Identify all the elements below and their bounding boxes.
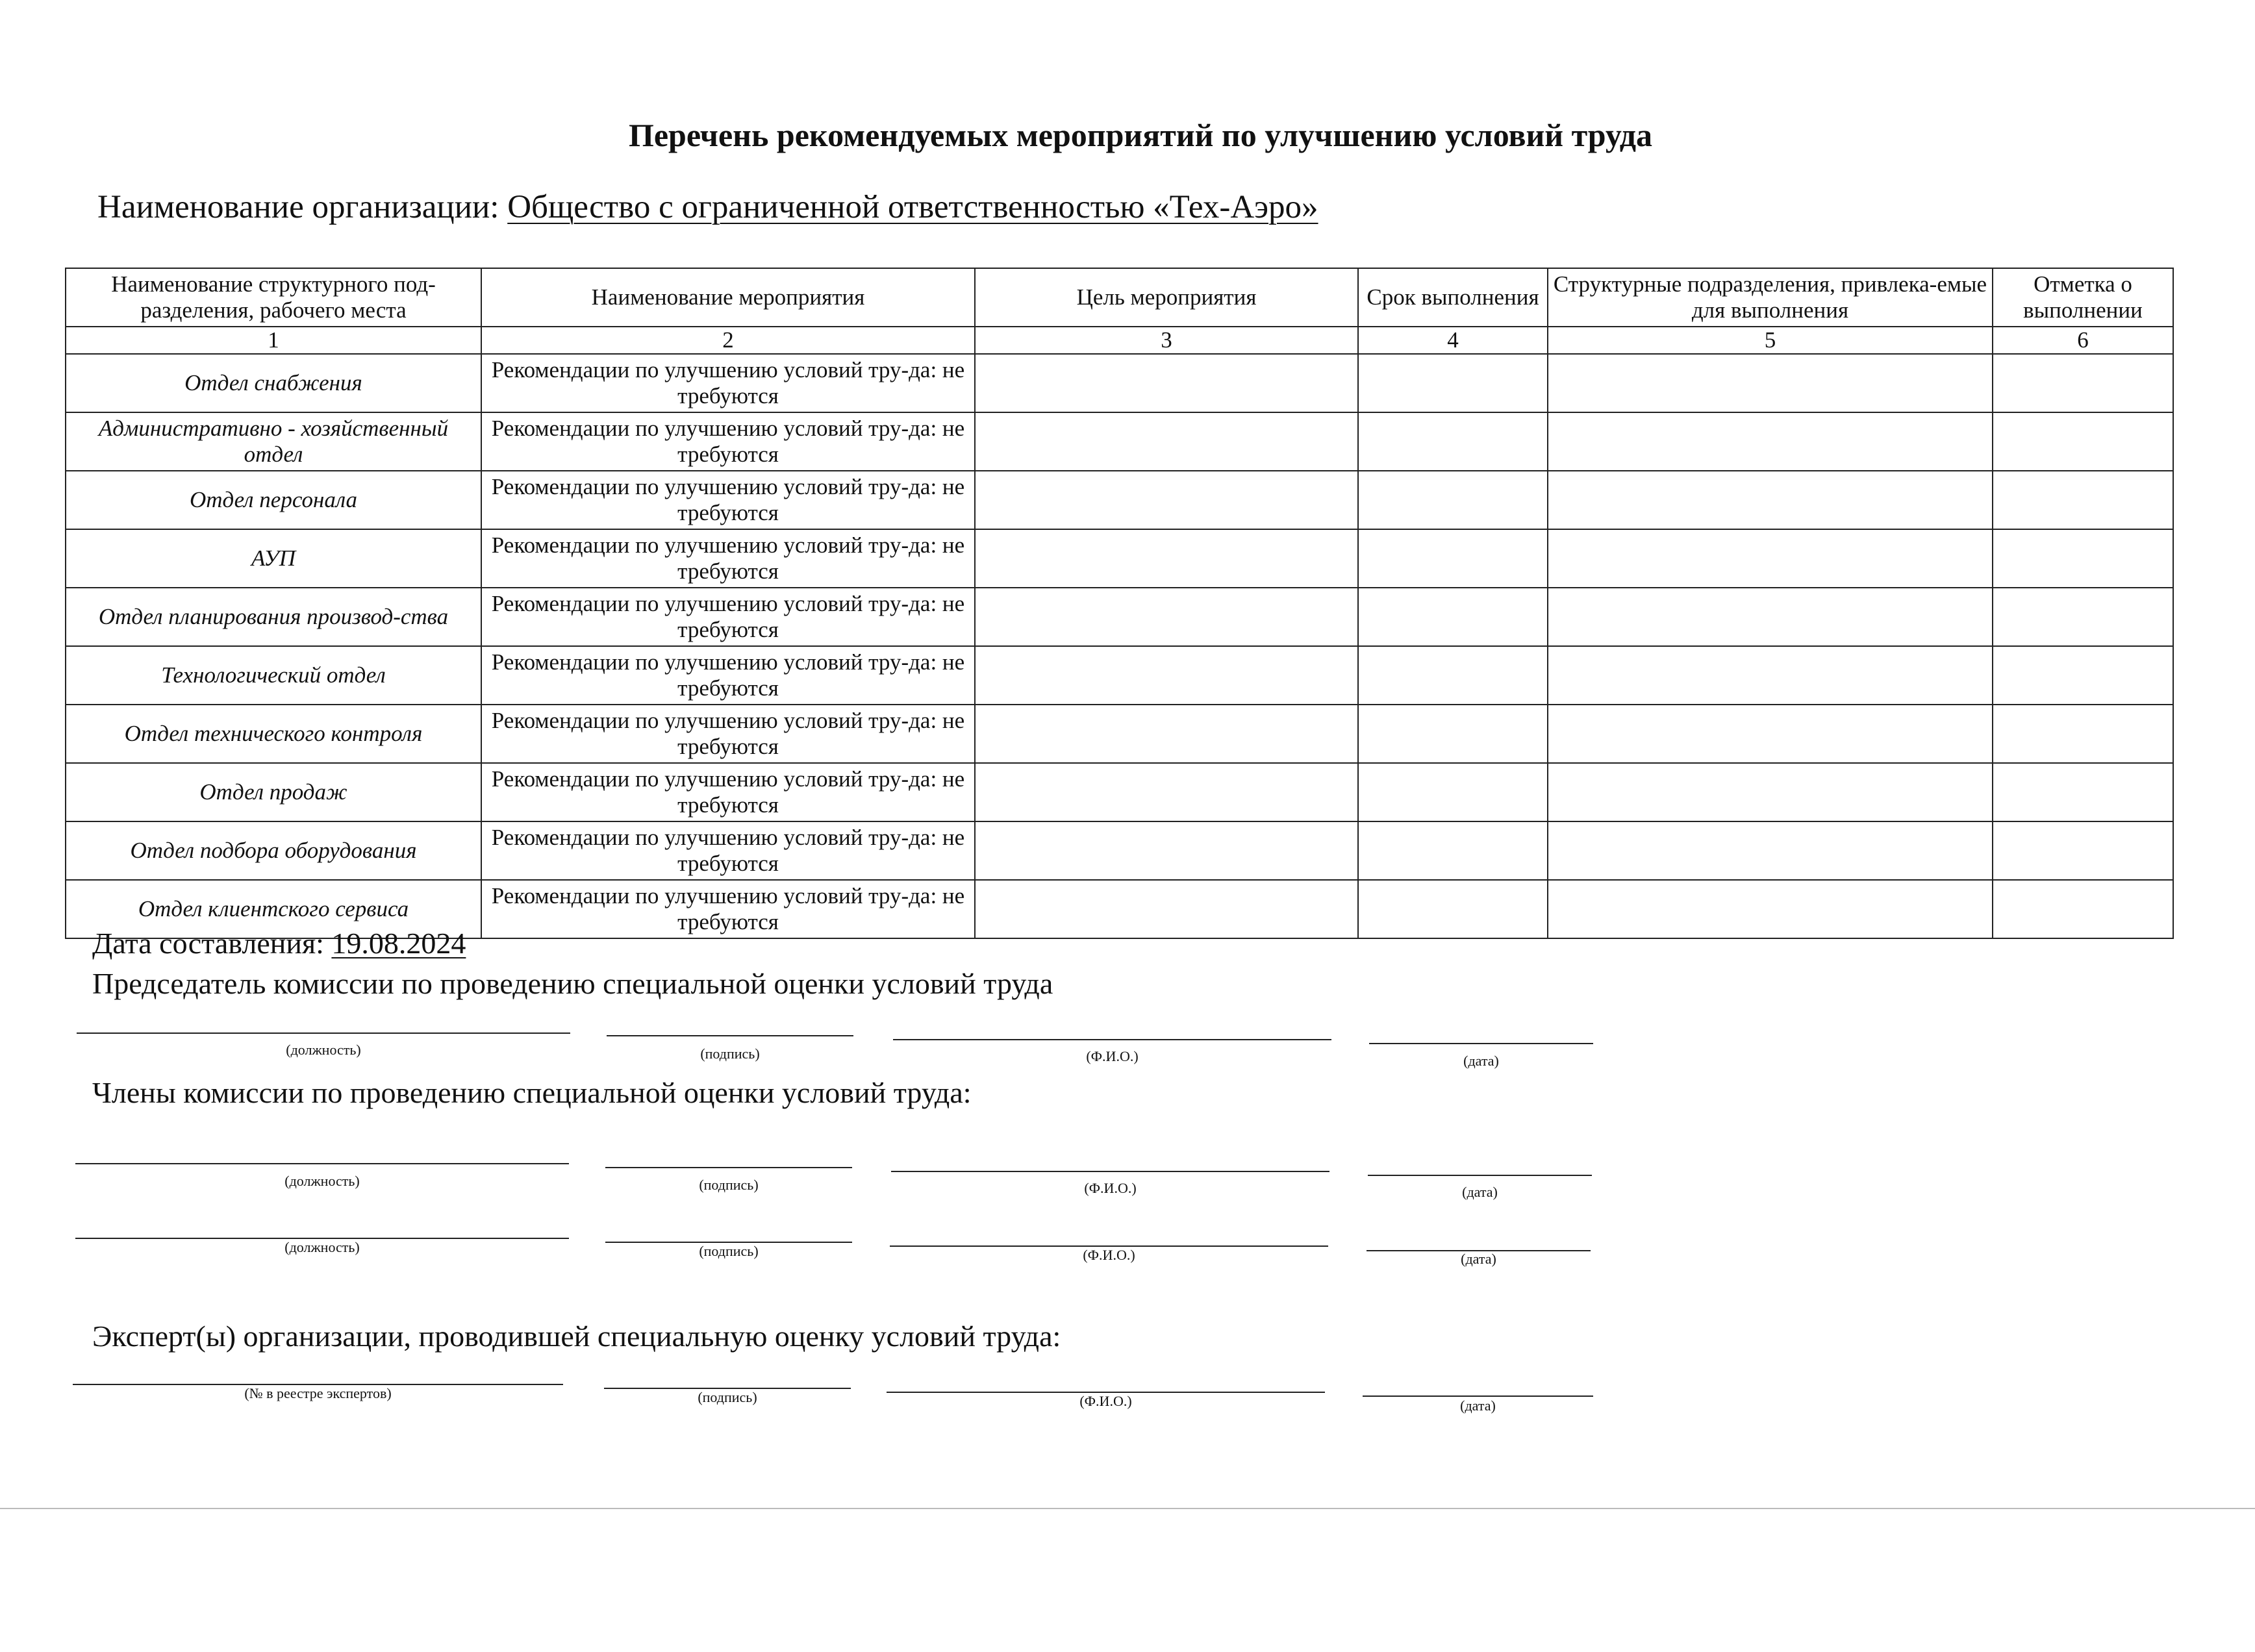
completion-mark-cell	[1993, 588, 2173, 646]
member1-date-line	[1368, 1175, 1592, 1176]
deadline-cell	[1358, 880, 1548, 938]
table-row	[66, 529, 2173, 588]
table-header-row	[66, 268, 2173, 327]
chairman-date-caption: (дата)	[1463, 1053, 1499, 1069]
goal-cell	[975, 646, 1358, 705]
member1-signature-line	[605, 1167, 852, 1168]
organization-name: Общество с ограниченной ответственностью «Тех-Аэро»	[507, 189, 1318, 225]
chairman-date-line	[1369, 1043, 1593, 1044]
deadline-cell	[1358, 705, 1548, 763]
table-row	[66, 588, 2173, 646]
department-cell: Административно - хозяйственный отдел	[66, 412, 481, 471]
expert-registry-caption: (№ в реестре экспертов)	[244, 1385, 392, 1401]
header-department: Наименование структурного под-разделения, рабочего места	[66, 268, 481, 327]
department-cell: Отдел персонала	[66, 471, 481, 529]
member2-name-caption: (Ф.И.О.)	[1083, 1247, 1135, 1263]
table-row	[66, 705, 2173, 763]
completion-mark-cell	[1993, 529, 2173, 588]
goal-cell	[975, 880, 1358, 938]
goal-cell	[975, 354, 1358, 412]
involved-units-cell	[1548, 880, 1993, 938]
goal-cell	[975, 821, 1358, 880]
goal-cell	[975, 763, 1358, 821]
department-cell: Отдел клиентского сервиса	[66, 880, 481, 938]
department-cell: Отдел планирования производ-ства	[66, 588, 481, 646]
involved-units-cell	[1548, 412, 1993, 471]
column-number: 1	[66, 327, 481, 354]
table-row	[66, 821, 2173, 880]
completion-mark-cell	[1993, 880, 2173, 938]
involved-units-cell	[1548, 354, 1993, 412]
deadline-cell	[1358, 471, 1548, 529]
involved-units-cell	[1548, 821, 1993, 880]
measure-cell: Рекомендации по улучшению условий тру-да: не требуются	[481, 471, 975, 529]
involved-units-cell	[1548, 471, 1993, 529]
department-cell: Технологический отдел	[66, 646, 481, 705]
completion-mark-cell	[1993, 705, 2173, 763]
involved-units-cell	[1548, 705, 1993, 763]
chairman-position-caption: (должность)	[286, 1042, 361, 1058]
table-row	[66, 646, 2173, 705]
involved-units-cell	[1548, 763, 1993, 821]
chairman-position-line	[77, 1032, 570, 1034]
involved-units-cell	[1548, 588, 1993, 646]
organization-label: Наименование организации:	[97, 189, 499, 225]
deadline-cell	[1358, 529, 1548, 588]
member1-name-caption: (Ф.И.О.)	[1084, 1180, 1137, 1196]
member1-position-line	[75, 1163, 569, 1164]
deadline-cell	[1358, 821, 1548, 880]
column-number: 5	[1548, 327, 1993, 354]
measure-cell: Рекомендации по улучшению условий тру-да: не требуются	[481, 880, 975, 938]
completion-mark-cell	[1993, 354, 2173, 412]
measure-cell: Рекомендации по улучшению условий тру-да: не требуются	[481, 646, 975, 705]
member2-position-caption: (должность)	[284, 1239, 360, 1255]
measure-cell: Рекомендации по улучшению условий тру-да: не требуются	[481, 588, 975, 646]
expert-date-line	[1363, 1395, 1593, 1397]
completion-mark-cell	[1993, 763, 2173, 821]
involved-units-cell	[1548, 529, 1993, 588]
completion-mark-cell	[1993, 821, 2173, 880]
compilation-date-label: Дата составления:	[92, 927, 324, 960]
column-number: 3	[975, 327, 1358, 354]
chairman-signature-line	[607, 1035, 853, 1036]
completion-mark-cell	[1993, 471, 2173, 529]
department-cell: Отдел технического контроля	[66, 705, 481, 763]
members-label: Члены комиссии по проведению специальной оценки условий труда:	[92, 1076, 972, 1109]
chairman-name-caption: (Ф.И.О.)	[1086, 1048, 1139, 1064]
department-cell: Отдел снабжения	[66, 354, 481, 412]
column-number: 4	[1358, 327, 1548, 354]
goal-cell	[975, 705, 1358, 763]
member2-signature-caption: (подпись)	[699, 1243, 759, 1259]
involved-units-cell	[1548, 646, 1993, 705]
goal-cell	[975, 412, 1358, 471]
chairman-signature-caption: (подпись)	[700, 1045, 760, 1062]
table-row	[66, 354, 2173, 412]
goal-cell	[975, 471, 1358, 529]
document-title: Перечень рекомендуемых мероприятий по улучшению условий труда	[628, 117, 1653, 153]
organization-line	[97, 187, 1318, 227]
header-deadline: Срок выполнения	[1358, 268, 1548, 327]
measure-cell: Рекомендации по улучшению условий тру-да: не требуются	[481, 763, 975, 821]
expert-signature-caption: (подпись)	[698, 1389, 757, 1405]
measure-cell: Рекомендации по улучшению условий тру-да: не требуются	[481, 705, 975, 763]
expert-date-caption: (дата)	[1460, 1397, 1496, 1414]
member2-date-caption: (дата)	[1461, 1251, 1496, 1267]
measure-cell: Рекомендации по улучшению условий тру-да: не требуются	[481, 412, 975, 471]
member1-name-line	[891, 1171, 1329, 1172]
member1-position-caption: (должность)	[284, 1173, 360, 1189]
page-bottom-rule	[0, 1508, 2255, 1509]
experts-label: Эксперт(ы) организации, проводившей специальную оценку условий труда:	[92, 1320, 1061, 1353]
header-completion-mark: Отметка о выполнении	[1993, 268, 2173, 327]
deadline-cell	[1358, 763, 1548, 821]
compilation-date-value: 19.08.2024	[331, 927, 466, 960]
table-row	[66, 412, 2173, 471]
deadline-cell	[1358, 354, 1548, 412]
table-row	[66, 763, 2173, 821]
column-number: 6	[1993, 327, 2173, 354]
header-goal: Цель мероприятия	[975, 268, 1358, 327]
header-involved-units: Структурные подразделения, привлека-емые для выполнения	[1548, 268, 1993, 327]
deadline-cell	[1358, 646, 1548, 705]
expert-name-caption: (Ф.И.О.)	[1079, 1393, 1132, 1409]
column-number: 2	[481, 327, 975, 354]
measure-cell: Рекомендации по улучшению условий тру-да: не требуются	[481, 529, 975, 588]
department-cell: АУП	[66, 529, 481, 588]
measure-cell: Рекомендации по улучшению условий тру-да: не требуются	[481, 354, 975, 412]
member1-date-caption: (дата)	[1462, 1184, 1498, 1200]
member1-signature-caption: (подпись)	[699, 1177, 759, 1193]
department-cell: Отдел подбора оборудования	[66, 821, 481, 880]
deadline-cell	[1358, 412, 1548, 471]
department-cell: Отдел продаж	[66, 763, 481, 821]
chairman-label: Председатель комиссии по проведению специальной оценки условий труда	[92, 967, 1053, 1000]
column-number-row	[66, 327, 2173, 354]
measure-cell: Рекомендации по улучшению условий тру-да: не требуются	[481, 821, 975, 880]
header-measure: Наименование мероприятия	[481, 268, 975, 327]
chairman-name-line	[893, 1039, 1331, 1040]
goal-cell	[975, 529, 1358, 588]
completion-mark-cell	[1993, 412, 2173, 471]
measures-table	[65, 268, 2174, 939]
table-row	[66, 471, 2173, 529]
completion-mark-cell	[1993, 646, 2173, 705]
deadline-cell	[1358, 588, 1548, 646]
compilation-date-line	[92, 925, 466, 962]
goal-cell	[975, 588, 1358, 646]
